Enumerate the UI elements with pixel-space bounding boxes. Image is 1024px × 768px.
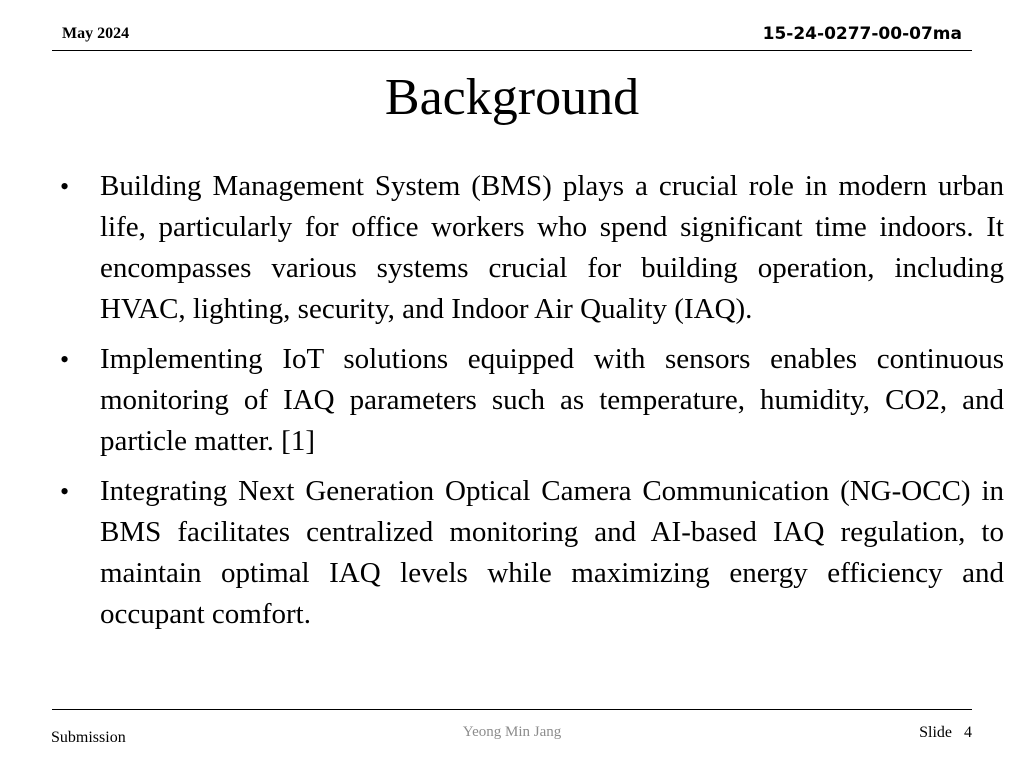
bullet-text: Building Management System (BMS) plays a crucial role in modern urban life, particularly for office workers who spend significant time indoors. It encompasses various systems crucial for building operation, including HVAC, lighting, security, and Indoor Air Quality (IAQ). [100,170,1004,325]
header-document-number: 15-24-0277-00-07ma [762,24,962,44]
bullet-marker: • [60,477,70,506]
bullet-item [60,339,1004,462]
bullet-item [60,166,1004,330]
bullet-marker: • [60,345,70,374]
bullet-item [60,471,1004,635]
bullet-text: Implementing IoT solutions equipped with sensors enables continuous monitoring of IAQ parameters such as temperature, humidity, CO2, and particle matter. [1] [100,343,1004,457]
bullet-list [60,166,1004,644]
slide-title: Background [384,69,640,126]
bullet-marker: • [60,172,70,201]
header-date: May 2024 [62,25,130,42]
footer-author: Yeong Min Jang [462,724,562,740]
footer-divider [52,709,972,710]
footer-submission: Submission [51,729,126,746]
footer-slide-indicator [919,724,972,742]
footer-slide-label: Slide [919,724,952,741]
header-divider [52,50,972,51]
bullet-text: Integrating Next Generation Optical Camera Communication (NG-OCC) in BMS facilitates centralized monitoring and AI-based IAQ regulation, to maintain optimal IAQ levels while maximizing energy efficiency and occupant comfort. [100,475,1004,630]
footer-slide-number: 4 [964,724,972,741]
